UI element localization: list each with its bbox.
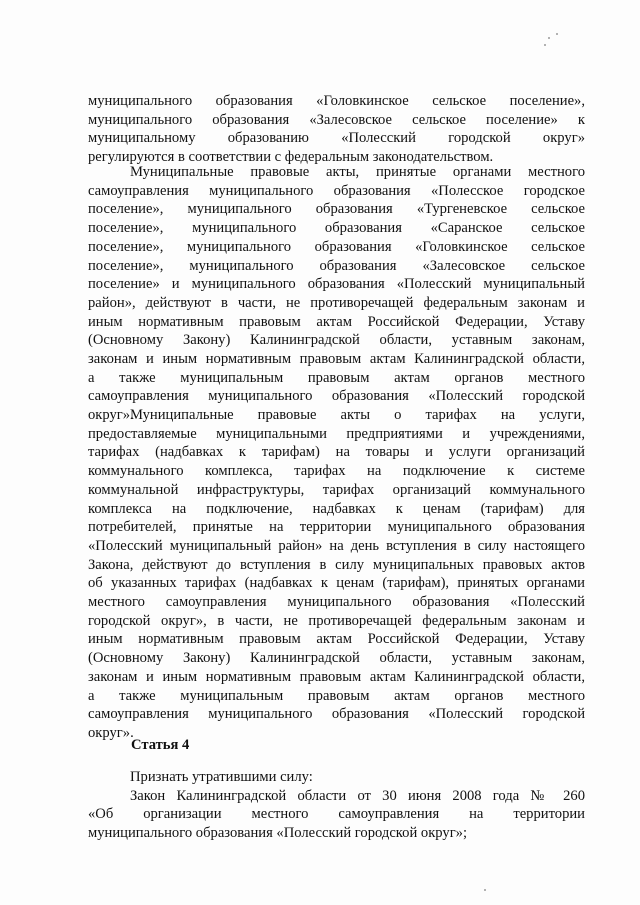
text-line: «Полесский муниципальный район» на день вступления в силу настоящего [88, 537, 585, 554]
text-line: округ». [88, 724, 134, 741]
text-line: район», действуют в части, не противоречащей федеральным законам и [88, 294, 585, 311]
text-line: самоуправления муниципального образования «Полесское городское [88, 182, 585, 199]
scan-speck [544, 44, 546, 46]
paragraph-2 [88, 163, 585, 425]
scan-speck [548, 37, 550, 39]
text-line: самоуправления муниципального образования «Полесский городской [88, 388, 585, 405]
text-line: регулируются в соответствии с федеральным законодательством. [88, 149, 494, 166]
text-line: «Об организации местного самоуправления на территории [88, 806, 585, 823]
text-line: комплекса на подключение, надбавках к ценам (тарифам) для [88, 500, 585, 517]
text-line: самоуправления муниципального образования «Полесский городской [88, 706, 585, 723]
text-line: поселение», муниципального образования «Тургеневское сельское [88, 201, 585, 218]
text-line: коммунальной инфраструктуры, тарифах организаций коммунального [88, 481, 585, 498]
text-line: муниципального образования «Полесский городской округ»; [88, 825, 468, 842]
article-heading: Статья 4 [131, 737, 190, 753]
text-line: (Основному Закону) Калининградской области, уставным законам, [88, 650, 585, 667]
text-line: законам и иным нормативным правовым актам Калининградской области, [88, 351, 585, 368]
text-line: Признать утратившими силу: [130, 769, 313, 785]
text-line: об указанных тарифах (надбавках к ценам (тарифам), принятых органами [88, 575, 585, 592]
text-line: потребителей, принятые на территории муниципального образования [88, 519, 585, 536]
text-line: Закона, действуют до вступления в силу муниципальных правовых актов [88, 556, 585, 573]
paragraph-1 [88, 92, 585, 167]
text-line: а также муниципальным правовым актам органов местного [88, 369, 585, 386]
text-line: городской округ», в части, не противоречащей федеральным законам и [88, 612, 585, 629]
text-line: а также муниципальным правовым актам органов местного [88, 687, 585, 704]
text-line: коммунального комплекса, тарифах на подключение к системе [88, 463, 585, 480]
text-line: предоставляемые муниципальными предприятиями и учреждениями, [88, 425, 585, 442]
text-line: муниципального образования «Головкинское сельское поселение», [88, 93, 585, 109]
text-line: поселение», муниципального образования «Залесовское сельское [88, 257, 585, 274]
text-line: тарифах (надбавках к тарифам) на товары и услуги организаций [88, 444, 585, 461]
scan-speck [484, 889, 486, 891]
text-line: местного самоуправления муниципального образования «Полесский [88, 594, 585, 611]
text-line: округ». [88, 407, 134, 424]
text-line: муниципальному образованию «Полесский городской округ» [88, 130, 585, 147]
text-line: Закон Калининградской области от 30 июня 2008 года № 260 [130, 787, 585, 804]
text-line: муниципального образования «Залесовское сельское поселение» к [88, 111, 585, 128]
text-line: Муниципальные правовые акты, принятые органами местного [130, 164, 585, 180]
text-line: иным нормативным правовым актам Российской Федерации, Уставу [88, 631, 585, 648]
paragraph-4 [88, 768, 585, 843]
text-line: Муниципальные правовые акты о тарифах на услуги, [130, 407, 585, 423]
text-line: иным нормативным правовым актам Российской Федерации, Уставу [88, 313, 585, 330]
text-line: поселение», муниципального образования «Саранское сельское [88, 220, 585, 237]
text-line: (Основному Закону) Калининградской области, уставным законам, [88, 332, 585, 349]
scan-speck [556, 33, 558, 35]
text-line: законам и иным нормативным правовым актам Калининградской области, [88, 668, 585, 685]
text-line: поселение», муниципального образования «Головкинское сельское [88, 238, 585, 255]
text-line: поселение» и муниципального образования «Полесский муниципальный [88, 276, 585, 293]
paragraph-3 [88, 406, 585, 743]
